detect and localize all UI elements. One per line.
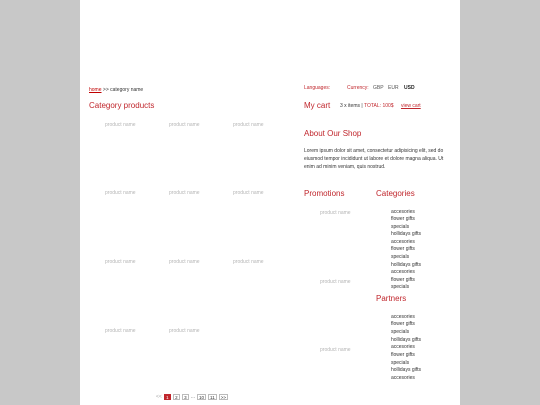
currency-label: Currency: bbox=[347, 85, 369, 91]
pagination-next[interactable]: >> bbox=[220, 394, 226, 400]
category-link[interactable]: flower gifts bbox=[391, 246, 415, 252]
partner-link[interactable]: hollidays gifts bbox=[391, 367, 422, 373]
cart-title: My cart bbox=[304, 101, 331, 110]
about-title: About Our Shop bbox=[304, 129, 362, 138]
category-link[interactable]: accesories bbox=[391, 209, 415, 215]
pagination-page-2[interactable]: 2 bbox=[173, 394, 180, 400]
category-link[interactable]: specials bbox=[391, 224, 410, 230]
pagination-page-1[interactable]: 1 bbox=[164, 394, 171, 400]
partners-title: Partners bbox=[376, 294, 407, 303]
product-name-link[interactable]: product name bbox=[169, 259, 200, 265]
product-name-link[interactable]: product name bbox=[169, 190, 200, 196]
languages-label[interactable]: Languages: bbox=[304, 85, 331, 91]
partner-link[interactable]: flower gifts bbox=[391, 352, 415, 358]
product-name-link[interactable]: product name bbox=[169, 122, 200, 128]
cart-items-count: 3 x items | bbox=[340, 103, 363, 109]
product-name-link[interactable]: product name bbox=[105, 190, 136, 196]
product-name-link[interactable]: product name bbox=[105, 259, 136, 265]
breadcrumb-current: category name bbox=[110, 87, 144, 93]
currency-usd[interactable]: USD bbox=[404, 85, 415, 91]
pagination-ellipsis: ... bbox=[190, 394, 196, 400]
page-title: Category products bbox=[89, 101, 155, 110]
product-name-link[interactable]: product name bbox=[105, 328, 136, 334]
category-link[interactable]: flower gifts bbox=[391, 216, 415, 222]
product-name-link[interactable]: product name bbox=[105, 122, 136, 128]
product-name-link[interactable]: product name bbox=[233, 190, 264, 196]
promotions-title: Promotions bbox=[304, 189, 345, 198]
pagination bbox=[156, 394, 228, 400]
category-link[interactable]: accesories bbox=[391, 269, 415, 275]
promotion-product-link[interactable]: product name bbox=[320, 210, 351, 216]
cart-summary bbox=[340, 103, 421, 109]
category-link[interactable]: hollidays gifts bbox=[391, 231, 422, 237]
promotion-product-link[interactable]: product name bbox=[320, 279, 351, 285]
partner-link[interactable]: flower gifts bbox=[391, 321, 415, 327]
pagination-page-10[interactable]: 10 bbox=[199, 394, 205, 400]
partner-link[interactable]: specials bbox=[391, 360, 410, 366]
partner-link[interactable]: specials bbox=[391, 329, 410, 335]
currency-eur[interactable]: EUR bbox=[388, 85, 399, 91]
promotion-product-link[interactable]: product name bbox=[320, 347, 351, 353]
partner-link[interactable]: hollidays gifts bbox=[391, 337, 422, 343]
partner-link[interactable]: accesories bbox=[391, 344, 415, 350]
category-link[interactable]: flower gifts bbox=[391, 277, 415, 283]
categories-title: Categories bbox=[376, 189, 415, 198]
pagination-page-11[interactable]: 11 bbox=[210, 394, 215, 400]
category-link[interactable]: specials bbox=[391, 254, 410, 260]
about-text: Lorem ipsum dolor sit amet, consectetur adipisicing elit, sed do eiusmod tempor incididunt ut labore et dolore magna aliqua. Ut enim ad minim veniam, quis nostrud. bbox=[304, 148, 444, 170]
category-link[interactable]: hollidays gifts bbox=[391, 262, 422, 268]
view-cart-link[interactable]: view cart bbox=[400, 103, 421, 109]
breadcrumb-home-link[interactable]: home bbox=[89, 87, 102, 93]
pagination-prev[interactable]: << bbox=[156, 394, 162, 400]
pagination-page-3[interactable]: 3 bbox=[182, 394, 189, 400]
breadcrumb-separator: >> bbox=[102, 87, 109, 93]
product-name-link[interactable]: product name bbox=[233, 259, 264, 265]
cart-total: TOTAL: 100$ bbox=[364, 103, 394, 109]
partner-link[interactable]: accesories bbox=[391, 375, 415, 381]
currency-gbp[interactable]: GBP bbox=[373, 85, 384, 91]
breadcrumb bbox=[89, 87, 143, 93]
category-link[interactable]: specials bbox=[391, 284, 410, 290]
product-name-link[interactable]: product name bbox=[233, 122, 264, 128]
category-link[interactable]: accesories bbox=[391, 239, 415, 245]
product-name-link[interactable]: product name bbox=[169, 328, 200, 334]
partner-link[interactable]: accesories bbox=[391, 314, 415, 320]
page-container bbox=[80, 0, 460, 405]
